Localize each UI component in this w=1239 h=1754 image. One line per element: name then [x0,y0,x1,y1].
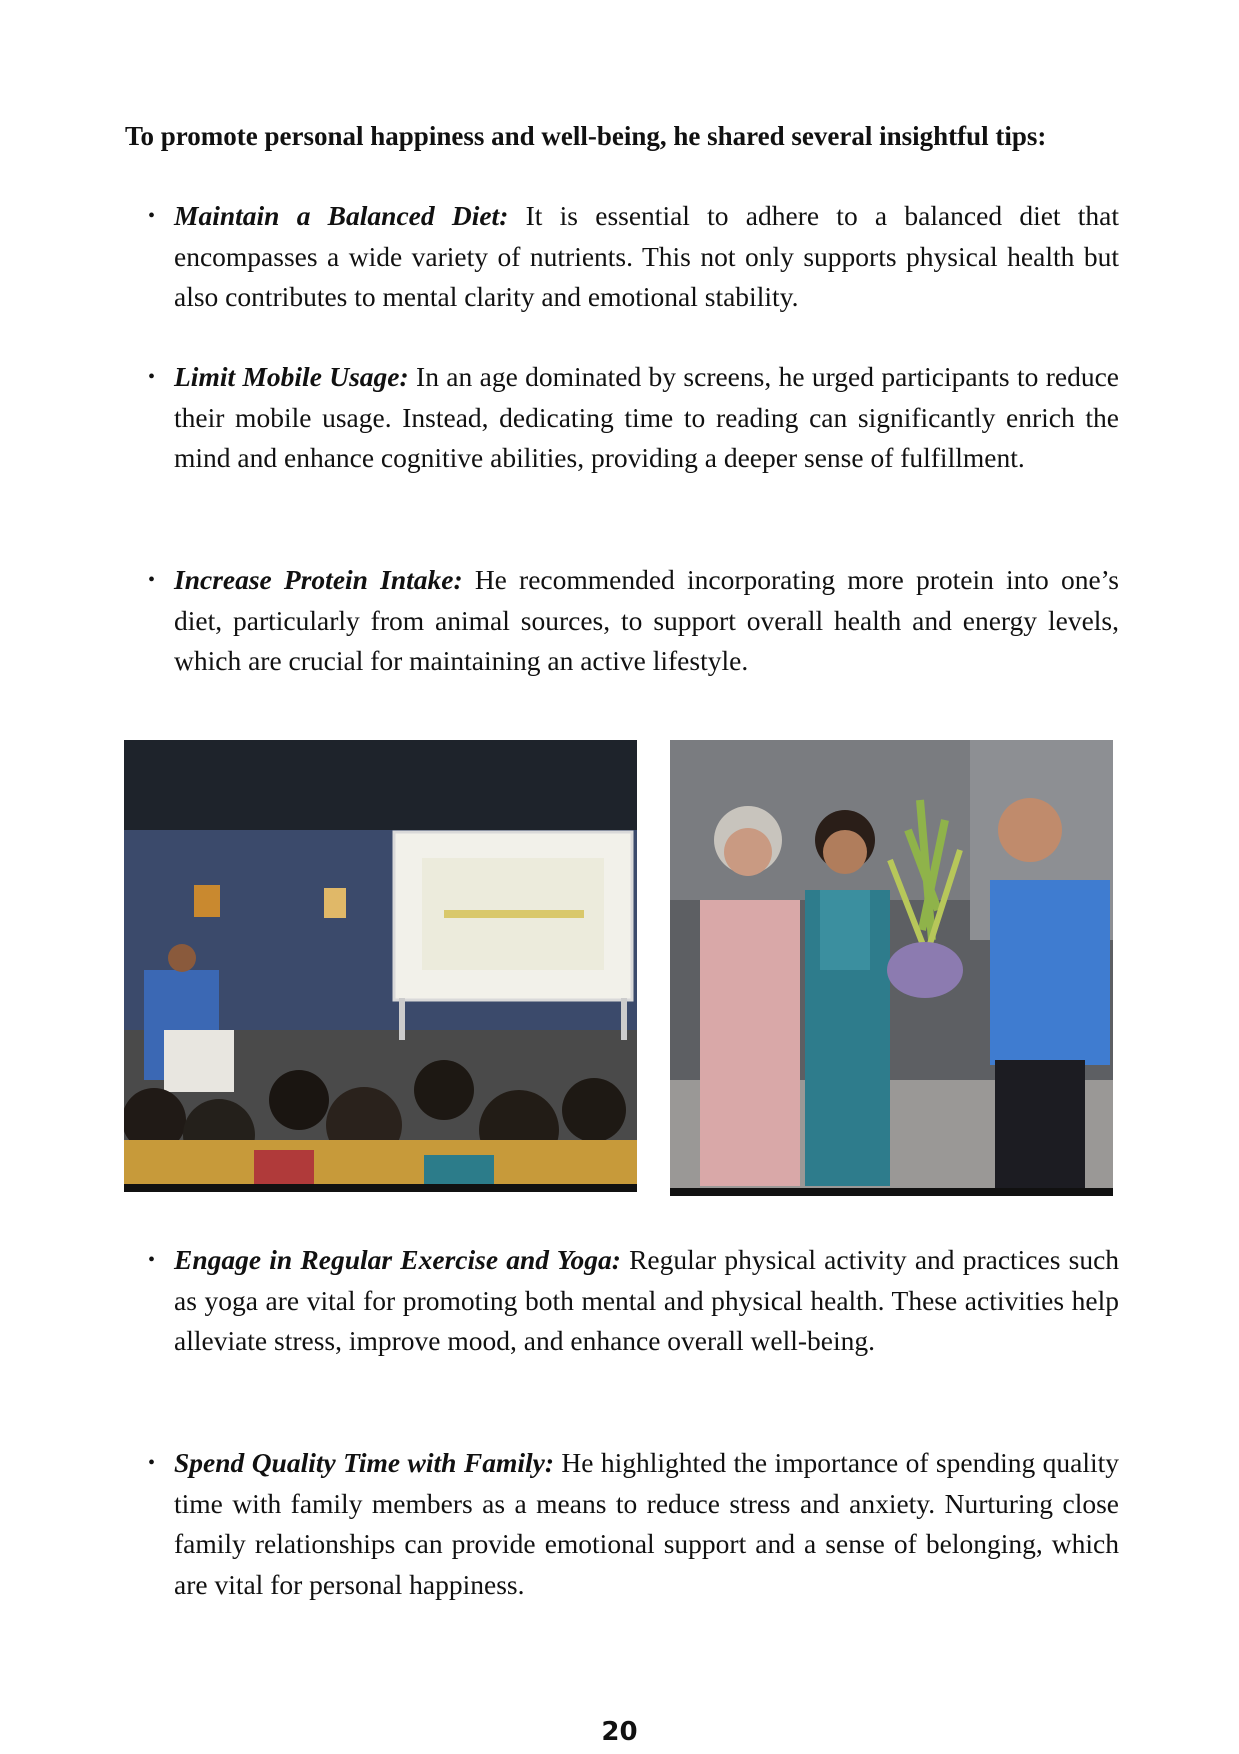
plant-presentation-photo [670,740,1113,1196]
tip-limit-mobile [174,357,1119,479]
tip-title: Spend Quality Time with Family: [174,1447,554,1478]
tip-title: Limit Mobile Usage: [174,361,409,392]
intro-heading: To promote personal happiness and well-being, he shared several insightful tips: [125,121,1047,151]
tip-exercise-yoga [174,1240,1119,1362]
tip-title: Engage in Regular Exercise and Yoga: [174,1244,621,1275]
tip-body: It is essential to adhere to a balanced diet that encompasses a wide variety of nutrients. This not only supports physical health but also contributes to mental clarity and emotional stability. [174,200,1120,313]
tip-family-time [174,1443,1119,1605]
tip-body: He highlighted the importance of spending quality time with family members as a means to reduce stress and anxiety. Nurturing close family relationships can provide emotional support and a sense of belonging, which are vital for personal happiness. [174,1447,1119,1600]
tip-title: Maintain a Balanced Diet: [174,200,509,231]
tip-body: In an age dominated by screens, he urged participants to reduce their mobile usage. Instead, dedicating time to reading can significantly enrich the mind and enhance cognitive abilities, providing a deeper sense of fulfillment. [174,361,1119,474]
tip-title: Increase Protein Intake: [174,564,463,595]
tip-body: He recommended incorporating more protein into one’s diet, particularly from animal sources, to support overall health and energy levels, which are crucial for maintaining an active lifestyle. [174,564,1120,677]
workshop-audience-photo [124,740,637,1192]
tip-body: Regular physical activity and practices such as yoga are vital for promoting both mental and physical health. These activities help alleviate stress, improve mood, and enhance overall well-being. [174,1244,1120,1357]
tip-balanced-diet [174,196,1119,318]
tip-protein-intake [174,560,1119,682]
page-number: 20 [601,1717,638,1747]
